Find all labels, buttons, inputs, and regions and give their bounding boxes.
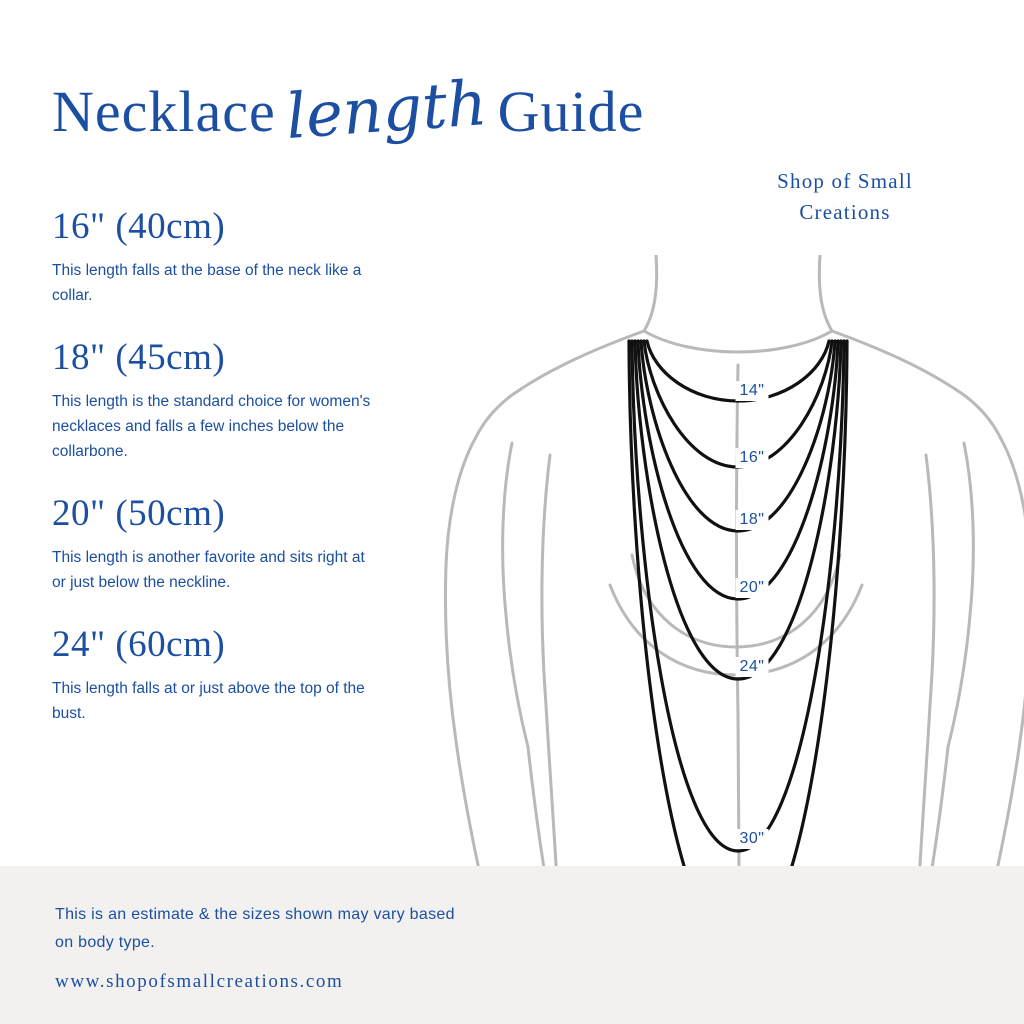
length-list (52, 205, 402, 754)
arm-left-inner-line (503, 443, 528, 747)
length-heading-16: 16" (40cm) (52, 206, 226, 247)
footer-disclaimer: This is an estimate & the sizes shown may vary based on body type. (55, 906, 455, 951)
length-description-20: This length is another favorite and sits right at or just below the neckline. (52, 549, 365, 591)
brand-name (700, 166, 990, 228)
arm-left-outer-line (445, 437, 478, 865)
chain-label-30: 30" (736, 829, 769, 849)
length-heading-18: 18" (45cm) (52, 337, 226, 378)
neck-right-line (819, 255, 832, 331)
title-part-2: Guide (497, 79, 645, 144)
page-title (52, 66, 772, 158)
length-heading-24: 24" (60cm) (52, 624, 226, 665)
title-script-word: length (283, 66, 490, 153)
length-heading-20: 20" (50cm) (52, 493, 226, 534)
collarbone-line (644, 331, 832, 352)
chain-label-20: 20" (736, 578, 769, 598)
brand-line-2: Creations (799, 200, 891, 224)
shoulder-left-line (476, 331, 644, 437)
length-description-16: This length falls at the base of the neck like a collar. (52, 262, 362, 304)
chain-label-14: 14" (736, 381, 769, 401)
length-item-20 (52, 492, 402, 595)
chain-label-24: 24" (736, 657, 769, 677)
length-item-18 (52, 336, 402, 464)
chain-label-16: 16" (736, 448, 769, 468)
bust-left-line (632, 555, 736, 647)
brand-line-1: Shop of Small (777, 169, 913, 193)
length-description-24: This length falls at or just above the top of the bust. (52, 680, 365, 722)
chain-label-18: 18" (736, 510, 769, 530)
shoulder-right-line (832, 331, 1000, 437)
length-description-18: This length is the standard choice for women's necklaces and falls a few inches below the collarbone. (52, 393, 371, 460)
length-item-16 (52, 205, 402, 308)
arm-right-inner-line (948, 443, 973, 747)
footer-website-url[interactable]: www.shopofsmallcreations.com (55, 971, 344, 992)
arm-right-outer-line (998, 437, 1024, 865)
title-part-1: Necklace (52, 79, 276, 144)
neck-left-line (644, 255, 657, 331)
length-item-24 (52, 623, 402, 726)
